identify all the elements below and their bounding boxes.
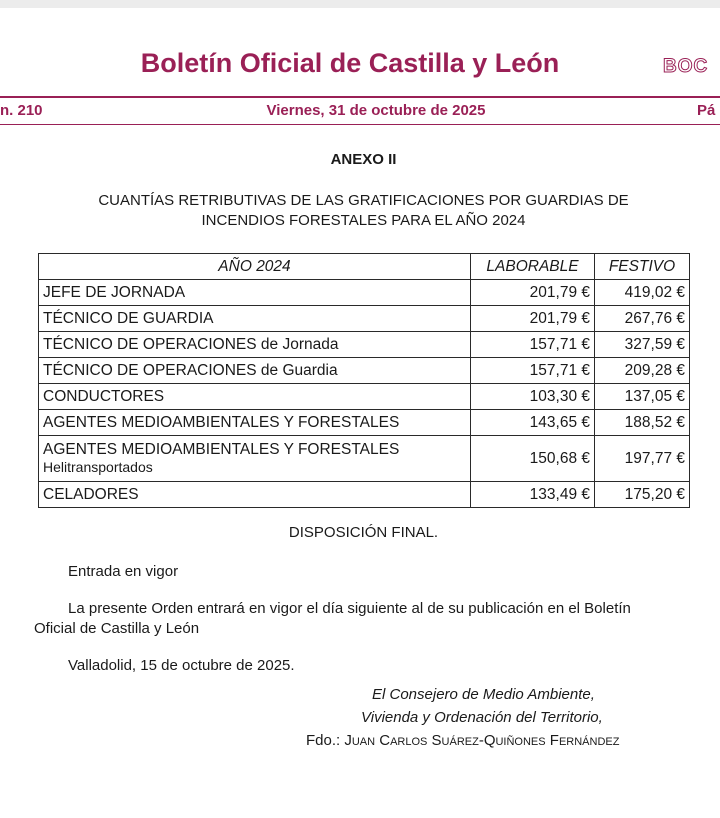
signatory-name-line xyxy=(306,732,619,749)
table-row xyxy=(39,384,690,410)
festivo-cell: 327,59 € xyxy=(595,332,690,358)
page-label: Pá xyxy=(697,102,716,119)
role-cell xyxy=(39,358,471,384)
festivo-cell: 197,77 € xyxy=(595,436,690,482)
role-cell xyxy=(39,280,471,306)
role-suffix: de Guardia xyxy=(256,361,338,379)
festivo-cell: 209,28 € xyxy=(595,358,690,384)
signatory-title-line2: Vivienda y Ordenación del Territorio, xyxy=(361,709,603,726)
laborable-cell: 157,71 € xyxy=(471,358,595,384)
laborable-cell: 201,79 € xyxy=(471,306,595,332)
festivo-cell: 419,02 € xyxy=(595,280,690,306)
role-name: TÉCNICO DE OPERACIONES xyxy=(43,361,257,379)
laborable-cell: 157,71 € xyxy=(471,332,595,358)
pay-table xyxy=(38,253,690,508)
role-cell xyxy=(39,306,471,332)
column-header-laborable: LABORABLE xyxy=(471,254,595,280)
role-suffix: de Jornada xyxy=(256,335,339,353)
place-and-date: Valladolid, 15 de octubre de 2025. xyxy=(68,657,295,674)
role-cell xyxy=(39,482,471,508)
table-row xyxy=(39,280,690,306)
role-cell xyxy=(39,384,471,410)
column-header-festivo: FESTIVO xyxy=(595,254,690,280)
signatory-name: Juan Carlos Suárez-Quiñones Fernández xyxy=(344,732,620,749)
role-name: AGENTES MEDIOAMBIENTALES Y FORESTALES xyxy=(43,413,400,431)
issue-number: n. 210 xyxy=(0,102,43,119)
table-row xyxy=(39,332,690,358)
signatory-title-line1: El Consejero de Medio Ambiente, xyxy=(372,686,595,703)
laborable-cell: 103,30 € xyxy=(471,384,595,410)
festivo-cell: 267,76 € xyxy=(595,306,690,332)
laborable-cell: 150,68 € xyxy=(471,436,595,482)
laborable-cell: 201,79 € xyxy=(471,280,595,306)
festivo-cell: 137,05 € xyxy=(595,384,690,410)
role-cell xyxy=(39,410,471,436)
table-row xyxy=(39,306,690,332)
table-header-row xyxy=(39,254,690,280)
header-rule-bottom xyxy=(0,124,720,125)
table-row xyxy=(39,410,690,436)
table-row xyxy=(39,482,690,508)
role-subtitle: Helitransportados xyxy=(43,458,153,475)
annex-heading-line2: INCENDIOS FORESTALES PARA EL AÑO 2024 xyxy=(201,212,526,229)
laborable-cell: 143,65 € xyxy=(471,410,595,436)
boc-logo: BOC xyxy=(663,56,709,77)
masthead-title: Boletín Oficial de Castilla y León xyxy=(140,48,560,78)
entry-into-force-title: Entrada en vigor xyxy=(68,563,179,580)
signature-prefix: Fdo.: xyxy=(306,732,345,749)
role-name: JEFE DE JORNADA xyxy=(43,283,186,301)
festivo-cell: 175,20 € xyxy=(595,482,690,508)
role-cell xyxy=(39,436,471,482)
entry-into-force-text-line2: Oficial de Castilla y León xyxy=(34,620,200,637)
annex-title: ANEXO II xyxy=(330,151,397,168)
annex-heading-line1: CUANTÍAS RETRIBUTIVAS DE LAS GRATIFICACIONES POR GUARDIAS DE xyxy=(98,192,629,209)
header-rule-top xyxy=(0,96,720,98)
table-row xyxy=(39,358,690,384)
top-strip xyxy=(0,0,720,8)
role-name: TÉCNICO DE OPERACIONES xyxy=(43,335,257,353)
role-name: CELADORES xyxy=(43,485,139,503)
role-name: AGENTES MEDIOAMBIENTALES Y FORESTALES xyxy=(43,441,400,459)
table-row xyxy=(39,436,690,482)
role-name: CONDUCTORES xyxy=(43,387,165,405)
entry-into-force-text-line1: La presente Orden entrará en vigor el día siguiente al de su publicación en el Boletín xyxy=(68,600,631,617)
festivo-cell: 188,52 € xyxy=(595,410,690,436)
laborable-cell: 133,49 € xyxy=(471,482,595,508)
issue-date: Viernes, 31 de octubre de 2025 xyxy=(266,102,486,119)
final-disposition-title: DISPOSICIÓN FINAL. xyxy=(288,524,439,541)
role-cell xyxy=(39,332,471,358)
column-header-year: AÑO 2024 xyxy=(39,254,471,280)
role-name: TÉCNICO DE GUARDIA xyxy=(43,309,214,327)
